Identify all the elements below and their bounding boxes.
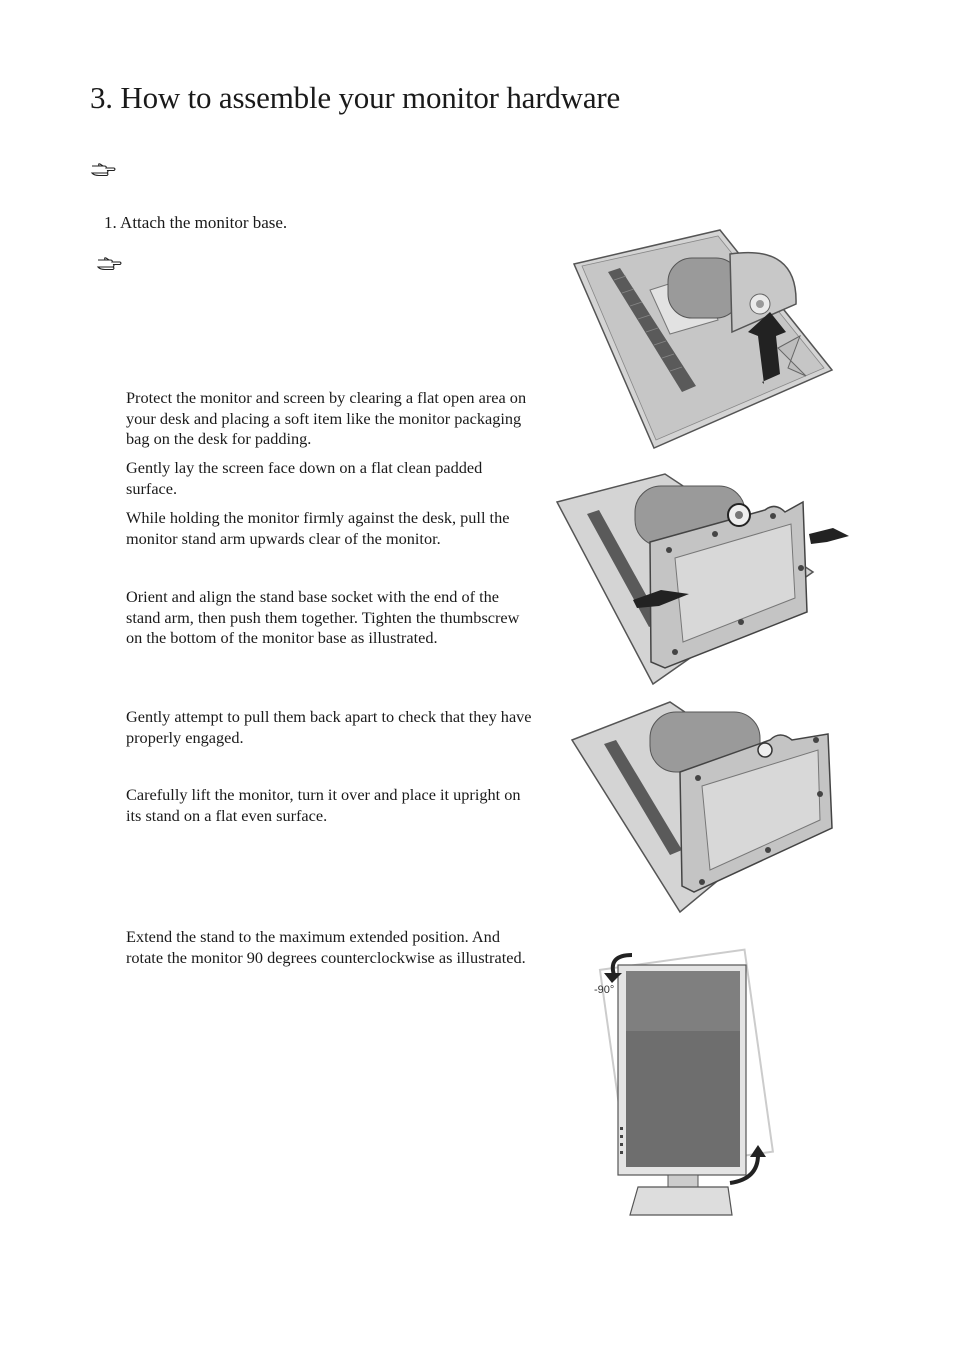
instruction-paragraph: Gently lay the screen face down on a flat clean padded surface. — [126, 458, 483, 498]
instruction-paragraph: While holding the monitor firmly against the desk, pull the monitor stand arm upwards clear of the monitor. — [126, 508, 510, 548]
figure-rotate-monitor — [590, 945, 790, 1220]
instruction-paragraph: Extend the stand to the maximum extended position. And rotate the monitor 90 degrees counterclockwise as illustrated. — [126, 927, 526, 967]
instruction-paragraph: Carefully lift the monitor, turn it over and place it upright on its stand on a flat even surface. — [126, 785, 521, 825]
page-title: 3. How to assemble your monitor hardware — [90, 80, 621, 115]
instruction-paragraph: Orient and align the stand base socket with the end of the stand arm, then push them together. Tighten the thumbscrew on the bottom of the monitor base as illustrated. — [126, 587, 520, 647]
rotation-angle-label: -90° — [594, 984, 615, 996]
pointing-hand-note-icon — [96, 256, 122, 272]
instruction-paragraph: Gently attempt to pull them back apart to check that they have properly engaged. — [126, 707, 532, 747]
figure-base-attached — [570, 700, 840, 915]
pointing-hand-note-icon — [90, 162, 116, 178]
figure-attach-base — [555, 472, 855, 687]
instruction-paragraph: Protect the monitor and screen by clearing a flat open area on your desk and placing a soft item like the monitor packaging bag on the desk for padding. — [126, 388, 527, 448]
step-1-heading: 1. Attach the monitor base. — [104, 213, 288, 232]
figure-remove-stand-arm — [570, 228, 840, 453]
